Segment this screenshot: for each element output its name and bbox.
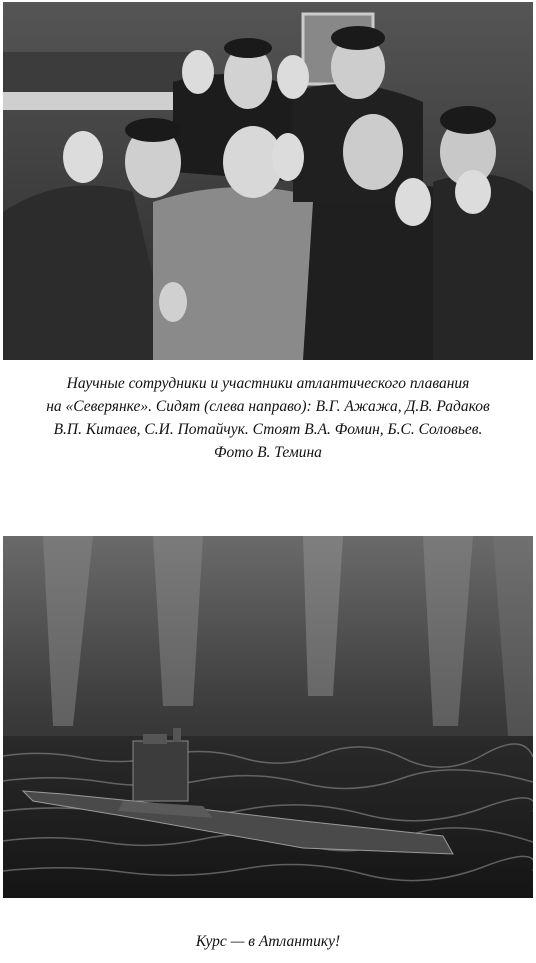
caption-line: В.П. Китаев, С.И. Потайчук. Стоят В.А. Фомин, Б.С. Соловьев. xyxy=(53,421,483,438)
caption-line: Курс — в Атлантику! xyxy=(195,933,341,950)
submarine-photo-image xyxy=(3,536,533,898)
submarine-photo xyxy=(3,536,533,898)
group-photo-image xyxy=(3,2,533,360)
caption-line: Фото В. Темина xyxy=(214,444,322,461)
group-photo xyxy=(3,2,533,360)
caption-line: Научные сотрудники и участники атлантического плавания xyxy=(66,375,470,392)
caption-line: на «Северянке». Сидят (слева направо): В.Г. Ажажа, Д.В. Радаков xyxy=(46,398,490,415)
photo-caption-2 xyxy=(0,930,536,953)
photo-caption-1 xyxy=(0,372,536,464)
